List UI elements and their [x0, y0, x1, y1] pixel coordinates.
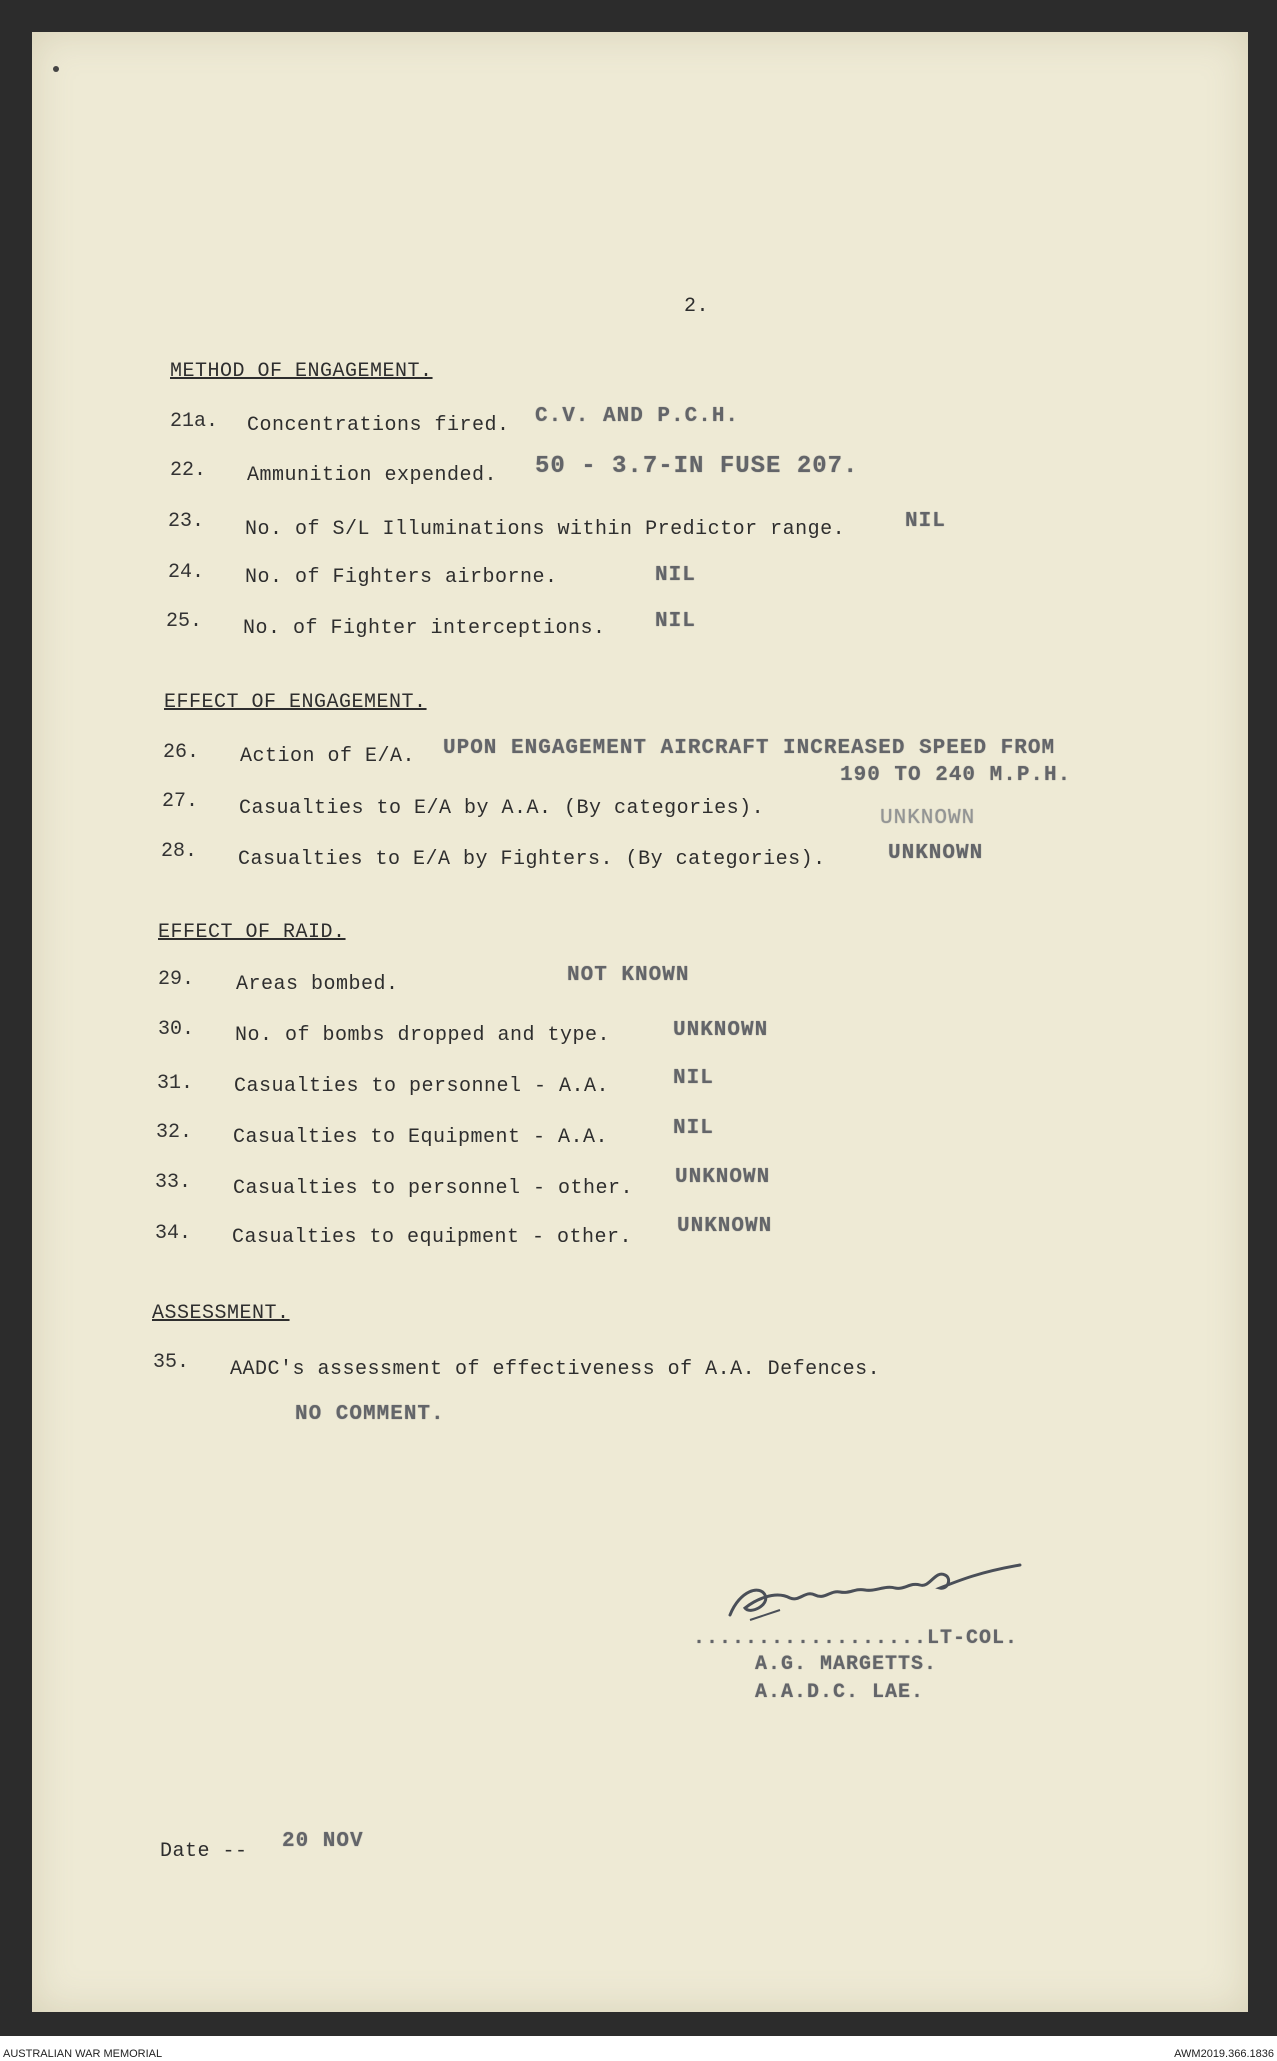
item-value: NIL	[673, 1067, 714, 1090]
item-value: NIL	[655, 610, 696, 633]
item-value: UNKNOWN	[888, 842, 984, 865]
item-number: 30.	[158, 1018, 195, 1041]
date-label: Date --	[160, 1840, 248, 1863]
item-label: AADC's assessment of effectiveness of A.A. Defences.	[230, 1358, 881, 1381]
item-value: UPON ENGAGEMENT AIRCRAFT INCREASED SPEED FROM	[443, 737, 1056, 760]
item-label: Casualties to personnel - other.	[233, 1177, 634, 1200]
item-label: Casualties to Equipment - A.A.	[233, 1126, 609, 1149]
item-value: UNKNOWN	[675, 1166, 771, 1189]
signature	[720, 1560, 1030, 1630]
item-number: 23.	[168, 510, 205, 533]
item-number: 35.	[153, 1351, 190, 1374]
item-value: NIL	[905, 510, 946, 533]
item-label: Ammunition expended.	[247, 464, 498, 487]
page-number: 2.	[684, 295, 710, 318]
item-label: Action of E/A.	[240, 745, 416, 768]
footer-credit: AUSTRALIAN WAR MEMORIAL	[3, 2048, 163, 2060]
item-label: No. of Fighter interceptions.	[243, 617, 606, 640]
item-value: NO COMMENT.	[295, 1403, 445, 1426]
signatory-name: A.G. MARGETTS.	[755, 1653, 938, 1676]
section-effect-raid-heading: EFFECT OF RAID.	[158, 921, 346, 944]
item-value: C.V. AND P.C.H.	[535, 405, 740, 428]
item-number: 31.	[157, 1072, 194, 1095]
item-label: No. of Fighters airborne.	[245, 566, 558, 589]
item-value: UNKNOWN	[673, 1019, 769, 1042]
item-number: 32.	[156, 1121, 193, 1144]
speck	[53, 66, 59, 72]
item-value-continued: 190 TO 240 M.P.H.	[840, 764, 1072, 787]
item-number: 27.	[162, 790, 199, 813]
item-label: Casualties to E/A by Fighters. (By categories).	[238, 848, 826, 871]
item-number: 21a.	[170, 410, 219, 433]
section-effect-engagement-heading: EFFECT OF ENGAGEMENT.	[164, 691, 427, 714]
item-label: Areas bombed.	[236, 973, 399, 996]
item-value: UNKNOWN	[677, 1215, 773, 1238]
item-number: 33.	[155, 1171, 192, 1194]
item-number: 28.	[161, 840, 198, 863]
item-label: No. of S/L Illuminations within Predictor range.	[245, 518, 846, 541]
signatory-title: A.A.D.C. LAE.	[755, 1681, 925, 1704]
footer-bar	[0, 2036, 1277, 2061]
footer-reference: AWM2019.366.1836	[1174, 2048, 1274, 2060]
item-value: NOT KNOWN	[567, 964, 690, 987]
item-value: NIL	[655, 564, 696, 587]
section-method-heading: METHOD OF ENGAGEMENT.	[170, 360, 433, 383]
item-label: Concentrations fired.	[247, 414, 510, 437]
item-label: Casualties to E/A by A.A. (By categories).	[239, 797, 765, 820]
signature-dots-rank: ..................LT-COL.	[693, 1627, 1019, 1650]
item-value: UNKNOWN	[880, 807, 976, 830]
item-value: 50 - 3.7-IN FUSE 207.	[535, 453, 859, 480]
section-assessment-heading: ASSESSMENT.	[152, 1302, 290, 1325]
item-number: 25.	[166, 610, 203, 633]
item-value: NIL	[673, 1117, 714, 1140]
item-number: 34.	[155, 1222, 192, 1245]
item-number: 22.	[170, 459, 207, 482]
item-label: No. of bombs dropped and type.	[235, 1024, 611, 1047]
item-number: 29.	[158, 968, 195, 991]
item-number: 26.	[163, 741, 200, 764]
signature-drawing	[720, 1560, 1030, 1630]
item-label: Casualties to equipment - other.	[232, 1226, 633, 1249]
item-number: 24.	[168, 561, 205, 584]
item-label: Casualties to personnel - A.A.	[234, 1075, 610, 1098]
date-value: 20 NOV	[282, 1830, 364, 1853]
document-page	[32, 32, 1248, 2012]
